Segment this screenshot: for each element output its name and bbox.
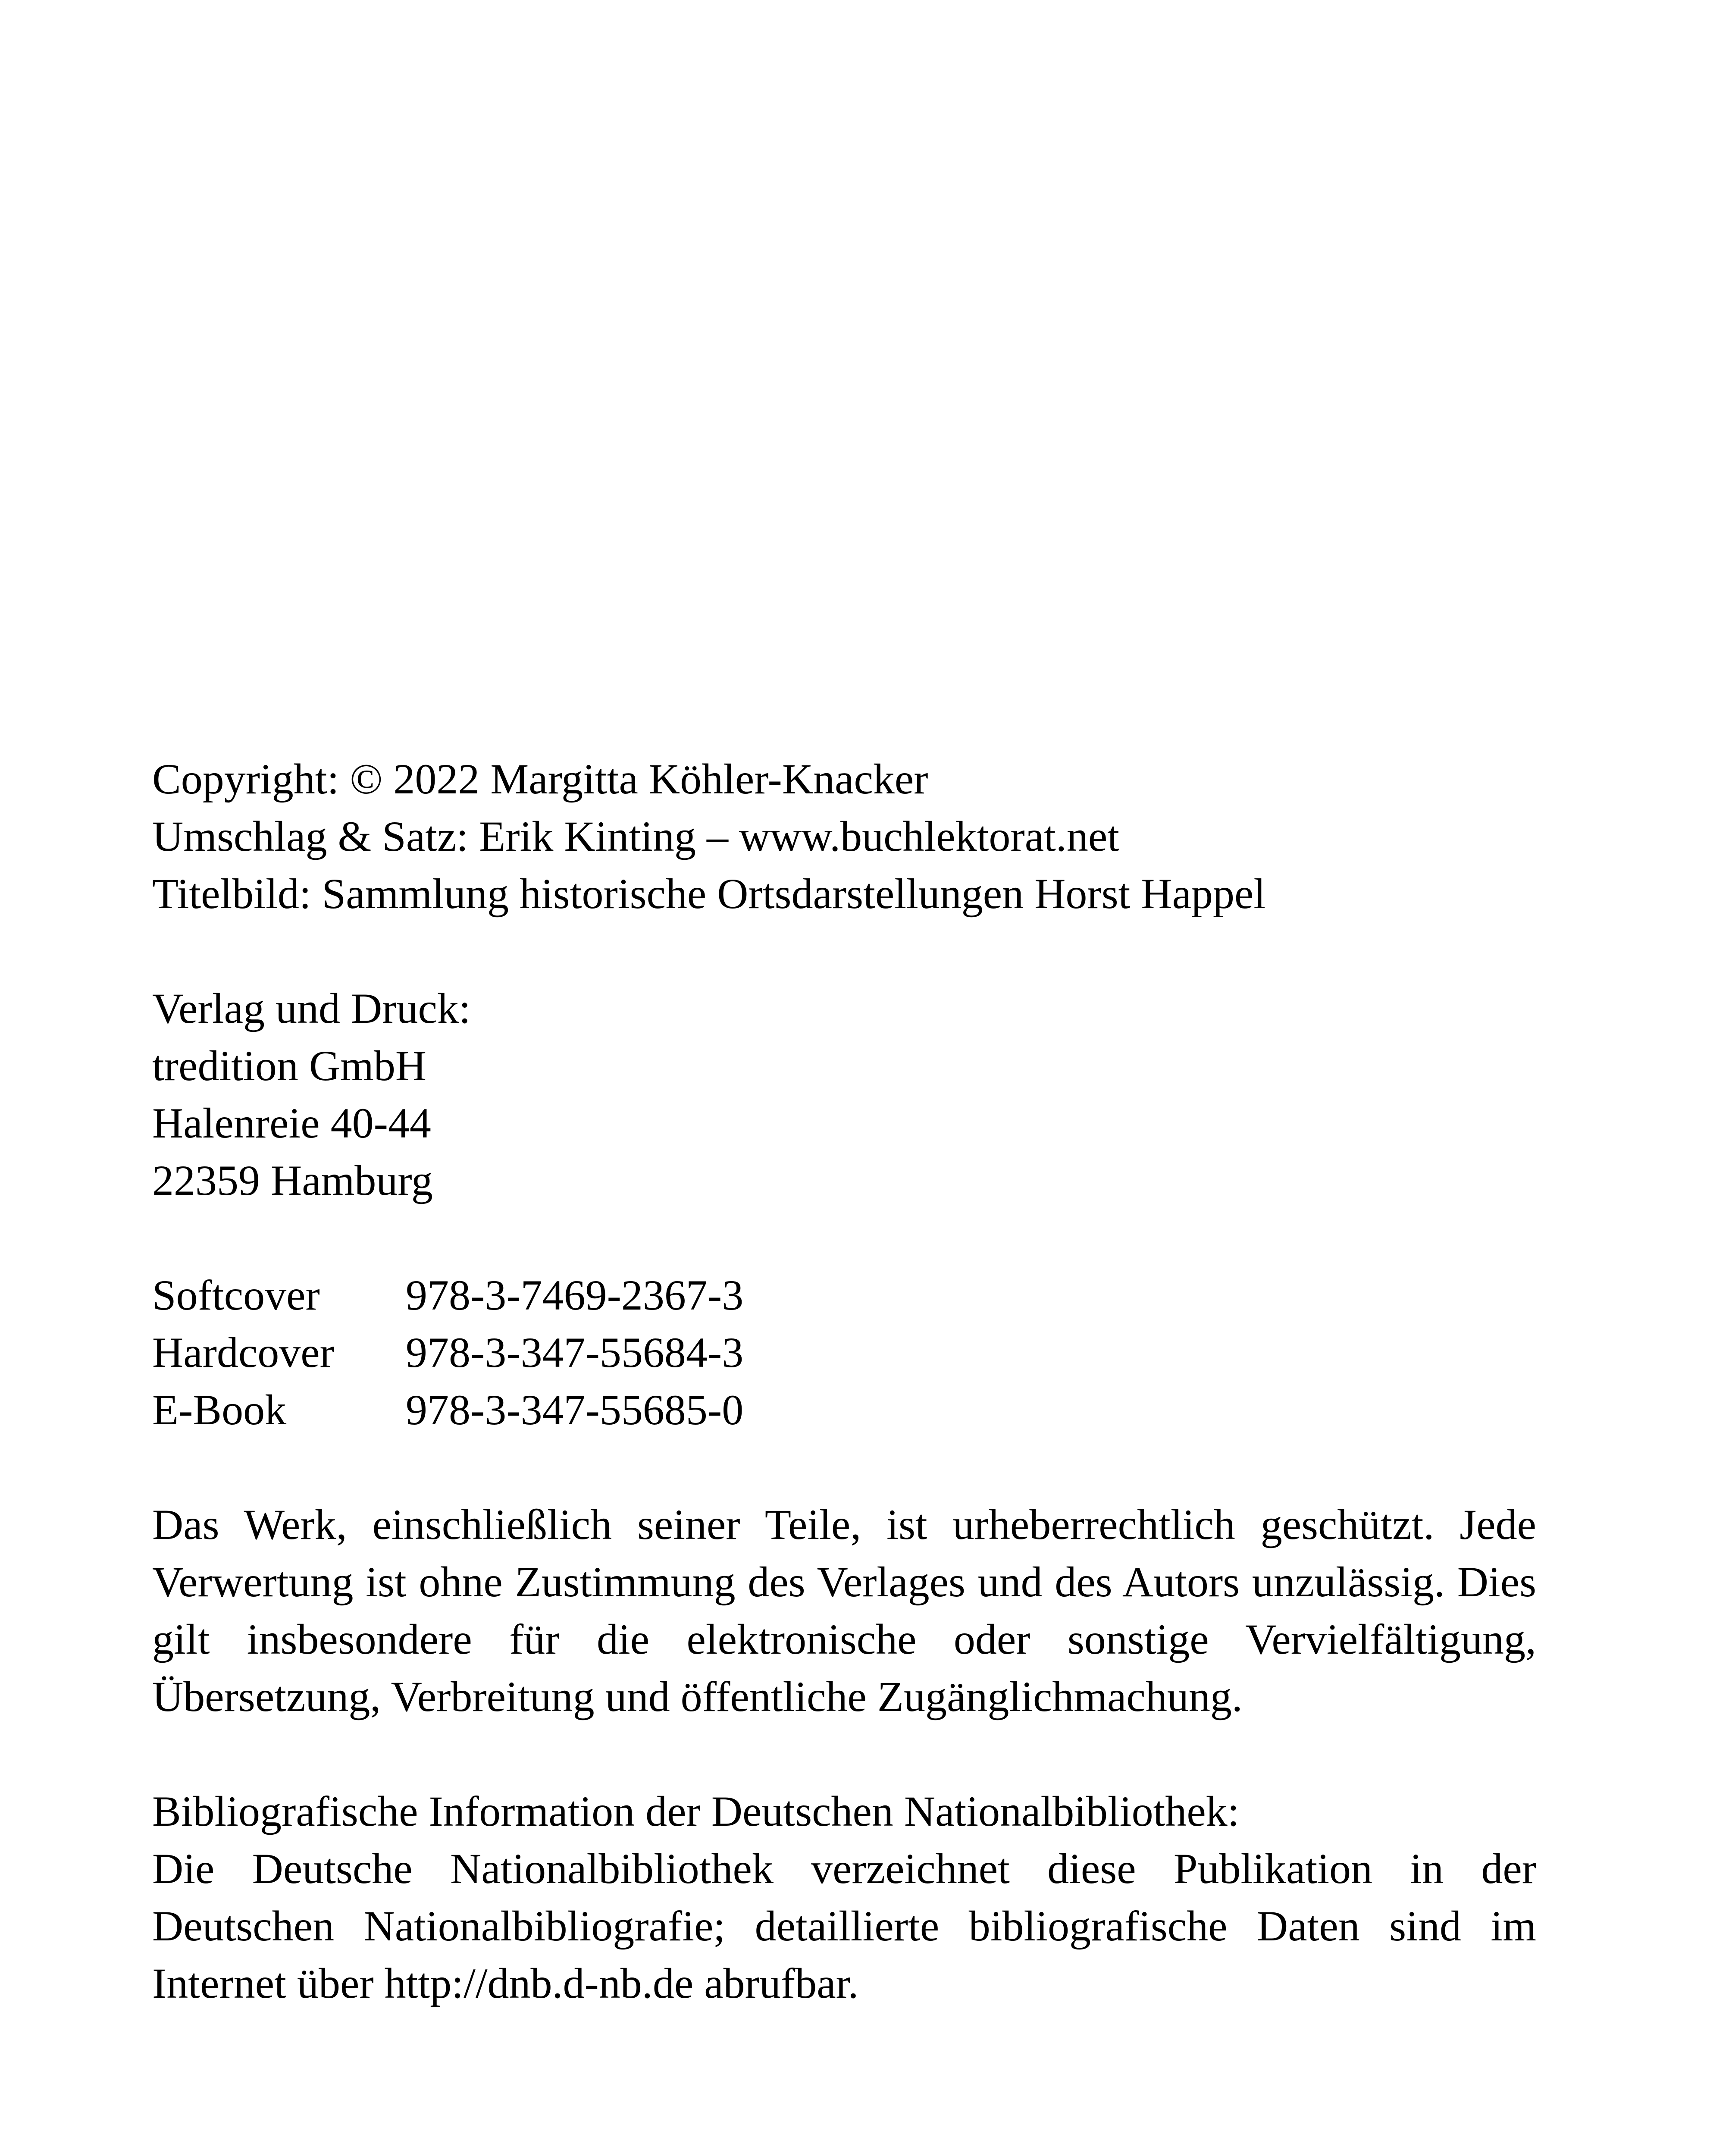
isbn-table (152, 1266, 1536, 1438)
imprint-content (152, 750, 1536, 2012)
cover-image-credit: Titelbild: Sammlung historische Ortsdarstellungen Horst Happel (152, 870, 1266, 918)
section-spacer (152, 1725, 1536, 1783)
publisher-city: 22359 Hamburg (152, 1156, 433, 1204)
isbn-row-hardcover (152, 1324, 1536, 1381)
section-spacer (152, 1209, 1536, 1266)
publisher-street: Halenreie 40-44 (152, 1099, 431, 1147)
isbn-number: 978-3-347-55685-0 (406, 1386, 744, 1434)
publisher-name: tredition GmbH (152, 1042, 427, 1090)
section-spacer (152, 922, 1536, 980)
bibliography-heading: Bibliografische Information der Deutschen Nationalbibliothek: (152, 1787, 1240, 1835)
rights-notice: Das Werk, einschließlich seiner Teile, ist urheberrechtlich geschützt. Jede Verwertung ist ohne Zustimmung des Verlages und des Autors unzulässig. Dies gilt insbesondere für die elektronische oder sonstige Vervielfältigung, Übersetzung, Verbreitung und öffentliche Zugänglichmachung. (152, 1501, 1536, 1720)
copyright-line: Copyright: © 2022 Margitta Köhler-Knacker (152, 755, 928, 803)
isbn-row-softcover (152, 1266, 1536, 1324)
bibliography-notice: Die Deutsche Nationalbibliothek verzeichnet diese Publikation in der Deutschen Nationalbibliografie; detaillierte bibliografische Daten sind im Internet über http://dnb.d-nb.de abrufbar. (152, 1845, 1536, 2007)
isbn-label: Hardcover (152, 1329, 334, 1376)
isbn-number: 978-3-347-55684-3 (406, 1329, 744, 1376)
section-spacer (152, 1438, 1536, 1496)
publisher-heading: Verlag und Druck: (152, 984, 471, 1032)
isbn-label: E-Book (152, 1386, 287, 1434)
isbn-number: 978-3-7469-2367-3 (406, 1271, 744, 1319)
isbn-label: Softcover (152, 1271, 320, 1319)
cover-design-credit: Umschlag & Satz: Erik Kinting – www.buchlektorat.net (152, 812, 1120, 860)
isbn-row-ebook (152, 1381, 1536, 1438)
